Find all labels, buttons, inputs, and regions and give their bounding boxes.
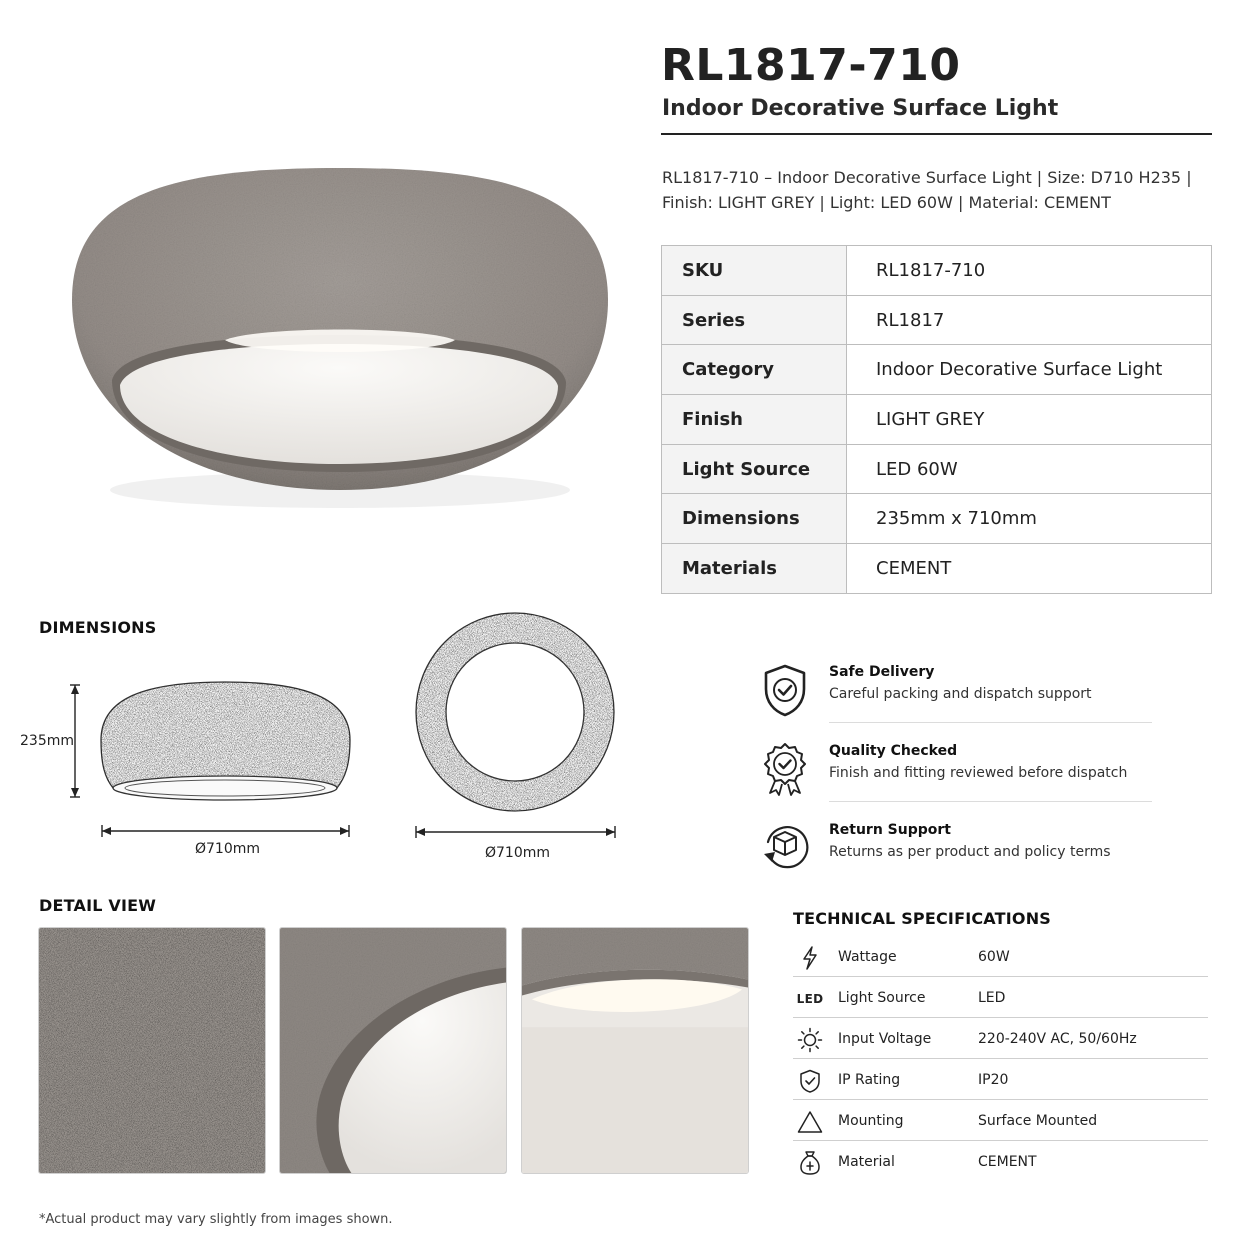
dimensions-heading: DIMENSIONS	[39, 618, 157, 637]
feature-divider	[829, 801, 1152, 802]
tech-divider	[793, 1099, 1208, 1100]
tech-row-input-voltage	[793, 1021, 1208, 1062]
spec-value: 235mm x 710mm	[847, 494, 1212, 544]
sun-icon	[797, 1027, 823, 1053]
tech-value: 220-240V AC, 50/60Hz	[978, 1031, 1137, 1047]
spec-key: SKU	[662, 246, 847, 296]
tech-label: Light Source	[838, 990, 926, 1006]
product-hero-image	[60, 150, 620, 530]
tech-value: IP20	[978, 1072, 1009, 1088]
spec-row	[662, 544, 1212, 594]
tech-divider	[793, 1017, 1208, 1018]
tech-row-mounting	[793, 1103, 1208, 1144]
tech-label: Wattage	[838, 949, 897, 965]
spec-row	[662, 395, 1212, 445]
material-bag-icon	[799, 1150, 821, 1176]
feature-safe-delivery	[760, 662, 1155, 734]
footnote: *Actual product may vary slightly from images shown.	[39, 1212, 393, 1227]
spec-table	[661, 245, 1212, 594]
tech-value: LED	[978, 990, 1006, 1006]
spec-key: Materials	[662, 544, 847, 594]
feature-quality-checked	[760, 741, 1155, 813]
title-divider	[661, 133, 1212, 135]
tech-row-material	[793, 1144, 1208, 1185]
spec-value: LIGHT GREY	[847, 395, 1212, 445]
detail-view-heading: DETAIL VIEW	[39, 896, 157, 915]
side-view-drawing	[15, 670, 365, 870]
spec-row	[662, 345, 1212, 395]
return-box-icon	[760, 820, 810, 876]
tech-divider	[793, 976, 1208, 977]
detail-image-surface	[38, 927, 266, 1174]
spec-key: Dimensions	[662, 494, 847, 544]
top-width-dimension-label: Ø710mm	[485, 845, 551, 861]
tech-label: Input Voltage	[838, 1031, 932, 1047]
feature-title: Safe Delivery	[829, 664, 935, 680]
triangle-icon	[797, 1110, 823, 1134]
tech-label: IP Rating	[838, 1072, 901, 1088]
height-dimension-label: 235mm	[20, 733, 74, 749]
feature-description: Returns as per product and policy terms	[829, 844, 1111, 860]
spec-value: RL1817-710	[847, 246, 1212, 296]
spec-row	[662, 295, 1212, 345]
product-subtitle: Indoor Decorative Surface Light	[662, 96, 1059, 121]
tech-label: Material	[838, 1154, 895, 1170]
spec-key: Category	[662, 345, 847, 395]
tech-row-wattage	[793, 939, 1208, 980]
feature-title: Return Support	[829, 822, 951, 838]
badge-check-icon	[760, 741, 810, 797]
feature-title: Quality Checked	[829, 743, 958, 759]
feature-description: Careful packing and dispatch support	[829, 686, 1092, 702]
led-icon: LED	[796, 992, 824, 1006]
tech-value: 60W	[978, 949, 1010, 965]
side-width-dimension-label: Ø710mm	[195, 841, 261, 857]
tech-value: Surface Mounted	[978, 1113, 1098, 1129]
tech-value: CEMENT	[978, 1154, 1037, 1170]
spec-value: CEMENT	[847, 544, 1212, 594]
tech-divider	[793, 1058, 1208, 1059]
feature-divider	[829, 722, 1152, 723]
feature-return-support	[760, 820, 1155, 892]
spec-value: Indoor Decorative Surface Light	[847, 345, 1212, 395]
spec-key: Series	[662, 295, 847, 345]
technical-specifications-heading: TECHNICAL SPECIFICATIONS	[793, 909, 1052, 928]
lightning-icon	[800, 946, 820, 970]
detail-image-light	[521, 927, 749, 1174]
tech-divider	[793, 1140, 1208, 1141]
spec-value: RL1817	[847, 295, 1212, 345]
spec-row	[662, 246, 1212, 296]
feature-description: Finish and fitting reviewed before dispatch	[829, 765, 1128, 781]
spec-row	[662, 494, 1212, 544]
tech-row-light-source	[793, 980, 1208, 1021]
tech-label: Mounting	[838, 1113, 904, 1129]
shield-check-icon	[760, 662, 810, 718]
spec-key: Finish	[662, 395, 847, 445]
tech-row-ip-rating	[793, 1062, 1208, 1103]
detail-image-rim	[279, 927, 507, 1174]
product-summary: RL1817-710 – Indoor Decorative Surface Light | Size: D710 H235 | Finish: LIGHT GREY | Light: LED 60W | Material: CEMENT	[662, 168, 1192, 212]
shield-check-icon	[799, 1069, 821, 1093]
top-view-drawing	[400, 605, 630, 865]
spec-row	[662, 444, 1212, 494]
product-code-title: RL1817-710	[661, 40, 961, 91]
spec-key: Light Source	[662, 444, 847, 494]
spec-value: LED 60W	[847, 444, 1212, 494]
